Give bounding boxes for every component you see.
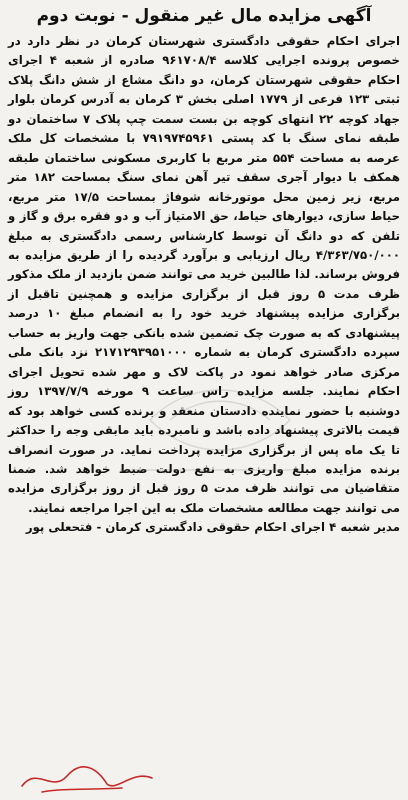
notice-title: آگهی مزایده مال غیر منقول - نوبت دوم — [36, 6, 372, 26]
notice-signature: مدیر شعبه ۴ اجرای احکام حقوقی دادگستری کرمان - فتحعلی پور — [25, 520, 400, 535]
notice-body: اجرای احکام حقوقی دادگستری شهرستان کرمان در نظر دارد در خصوص پرونده اجرایی کلاسه ۹۶۱۷۰۸/۴ صادره از شعبه ۴ اجرای احکام حقوقی شهرستان کرمان، دو دانگ مشاع از شش دانگ پلاک ثبتی ۱۲۳ فرعی از ۱۷۷۹ اصلی بخش ۳ کرمان به آدرس کرمان بلوار جهاد کوچه ۲۲ انتهای کوچه بن بست سمت چپ پلاک ۷ ساختمان دو طبقه نمای سنگ با کد پستی ۷۹۱۹۷۴۵۹۶۱ با مشخصات کل ملک عرصه به مساحت ۵۵۴ متر مربع با کاربری مسکونی ساختمان طبقه همکف با دیوار آجری سقف تیر آهن نمای سنگ بمساحت ۱۸۲ متر مربع، زیر زمین محل موتورخانه شوفاژ بمساحت ۱۷/۵ متر مربع، حیاط سازی، دیوارهای حیاط، حق الامتیاز آب و دو فقره برق و گاز و تلفن که دو دانگ آن توسط کارشناس رسمی دادگستری به مبلغ ۴/۳۶۳/۷۵۰/۰۰۰ ریال ارزیابی و برآورد گردیده را از طریق مزایده به فروش برساند. لذا طالبین خرید می توانند ضمن بازدید از ملک مذکور ظرف مدت ۵ روز قبل از برگزاری مزایده و همچنین تاقبل از برگزاری مزایده پیشنهاد خرید خود را به انضمام مبلغ ۱۰ درصد پیشنهادی که به صورت چک تضمین شده بانکی جهت واریز به حساب سپرده دادگستری کرمان به شماره ۲۱۷۱۲۹۳۹۵۱۰۰۰ نزد بانک ملی مرکزی صادر خواهد نمود در پاکت لاک و مهر شده تحویل اجرای احکام نمایند. جلسه مزایده راس ساعت ۹ مورخه ۱۳۹۷/۷/۹ روز دوشنبه با حضور نماینده دادستان منعقد و برنده کسی خواهد بود که قیمت بالاتری پیشنهاد داده باشد و نامبرده باید مابقی وجه را حداکثر تا یک ماه پس از برگزاری مزایده پرداخت نماید. در صورت انصراف برنده مزایده مبلغ واریزی به نفع دولت ضبط خواهد شد. ضمنا متقاضیان می توانند ظرف مدت ۵ روز قبل از روز برگزاری مزایده می توانند جهت مطالعه مشخصات ملک به این اجرا مراجعه نمایند. — [8, 34, 400, 515]
handwritten-signature — [12, 758, 162, 798]
